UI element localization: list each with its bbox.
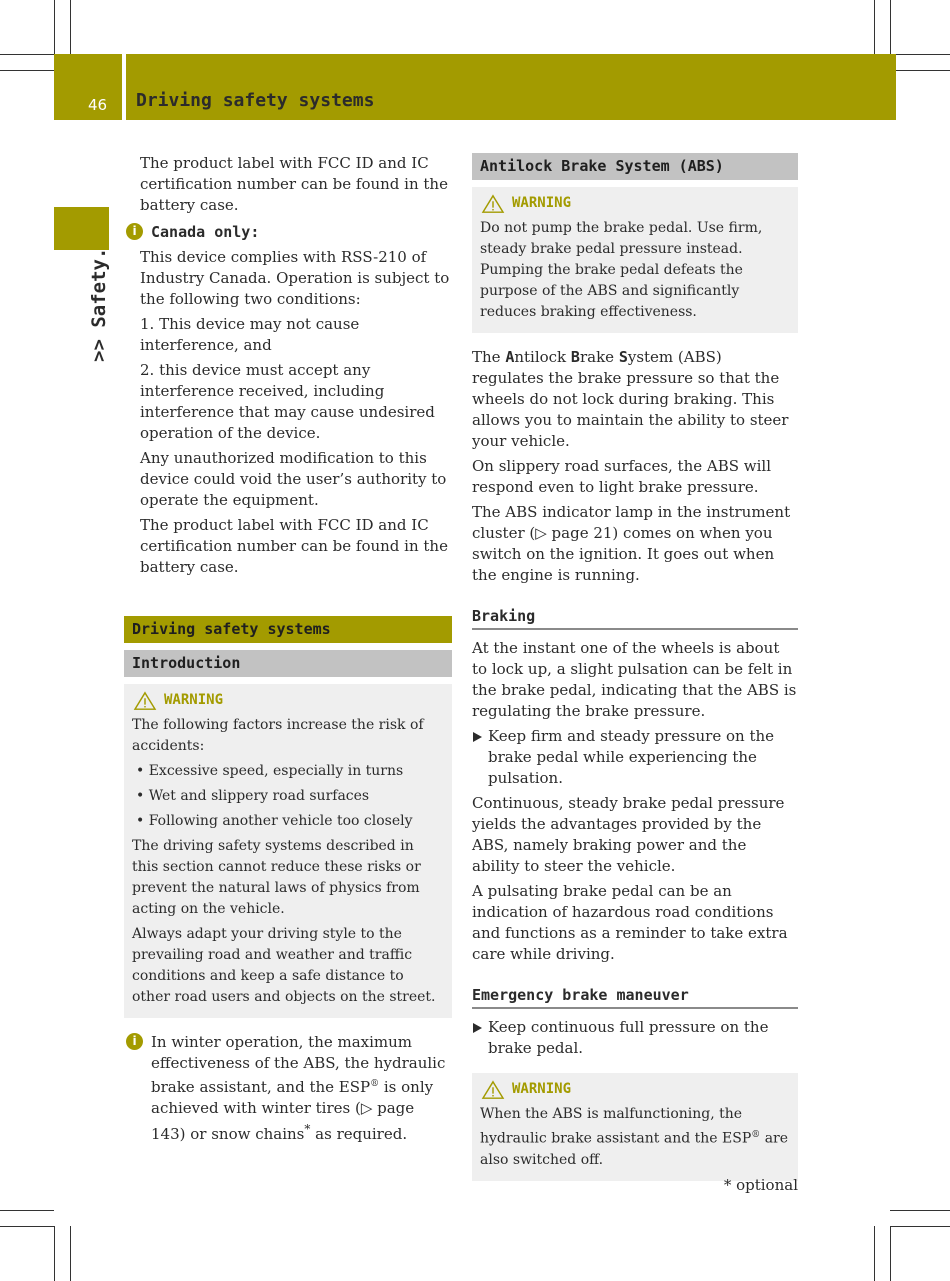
warning-header <box>480 1079 790 1100</box>
warning-label: WARNING <box>164 692 224 708</box>
warning-text <box>480 1104 790 1171</box>
modification-text: Any unauthorized modification to this device could void the user’s authority to operate the equipment. <box>140 449 447 509</box>
list-item: • Excessive speed, especially in turns <box>136 763 404 779</box>
winter-note-text-a: In winter operation, the maximum effectiveness of the ABS, the hydraulic brake assistant, and the ESP <box>151 1033 446 1096</box>
abs-letter-s: S <box>618 348 628 366</box>
emergency-heading: Emergency brake maneuver <box>472 985 798 1009</box>
warning-box <box>124 684 452 1018</box>
braking-heading: Braking <box>472 606 798 630</box>
crop-mark <box>70 0 71 54</box>
crop-mark <box>54 1226 55 1281</box>
winter-note-text-c: as required. <box>310 1125 408 1143</box>
crop-mark <box>890 54 950 55</box>
winter-note <box>124 1032 452 1145</box>
page-number: 46 <box>88 96 108 114</box>
crop-mark <box>890 1226 950 1227</box>
abs-letter-a: A <box>505 348 515 366</box>
warning-header <box>480 193 790 214</box>
warning-intro: The following factors increase the risk of accidents: <box>132 717 424 754</box>
warning-text-a: When the ABS is malfunctioning, the hydraulic brake assistant and the ESP <box>480 1106 752 1147</box>
crop-mark <box>54 0 55 54</box>
abs-section-title: Antilock Brake System (ABS) <box>472 153 798 180</box>
abs-intro-word: ntilock <box>514 348 571 366</box>
crop-mark <box>890 70 950 71</box>
crop-mark <box>0 70 54 71</box>
abs-letter-b: B <box>570 348 580 366</box>
registered-mark: ® <box>751 1130 761 1140</box>
slippery-text: On slippery road surfaces, the ABS will respond even to light brake pressure. <box>472 457 772 496</box>
optional-star: * <box>304 1122 311 1136</box>
crop-mark <box>890 1226 891 1281</box>
emergency-step <box>472 1017 798 1059</box>
winter-note-text-b: is only achieved with winter tires (▷ page 143) or snow chains <box>151 1078 434 1143</box>
fcc-label-text: The product label with FCC ID and IC certification number can be found in the battery case. <box>140 154 448 214</box>
warning-box <box>472 1073 798 1181</box>
abs-intro <box>472 347 798 452</box>
warning-text: Do not pump the brake pedal. Use firm, steady brake pedal pressure instead. Pumping the brake pedal defeats the purpose of the ABS and significantly reduces braking effectiveness. <box>480 220 763 320</box>
optional-note: * optional <box>723 1176 798 1194</box>
arrow-right-icon <box>473 1023 482 1033</box>
crop-mark <box>890 1210 950 1211</box>
warning-box <box>472 187 798 333</box>
section-title: Driving safety systems <box>124 616 452 643</box>
braking-text: At the instant one of the wheels is about to lock up, a slight pulsation can be felt in the brake pedal, indicating that the ABS is regulating the brake pressure. <box>472 639 797 720</box>
warning-text-b: are also switched off. <box>480 1130 789 1168</box>
crop-mark <box>0 54 54 55</box>
list-item: • Following another vehicle too closely <box>136 813 413 829</box>
warning-header <box>132 690 444 711</box>
warning-text: Always adapt your driving style to the prevailing road and weather and traffic conditions and keep a safe distance to other road users and objects on the street. <box>132 926 436 1005</box>
info-icon: i <box>126 223 143 240</box>
info-icon: i <box>126 1033 143 1050</box>
braking-step <box>472 726 798 789</box>
indicator-lamp-text: The ABS indicator lamp in the instrument cluster (▷ page 21) comes on when you switch on the ignition. It goes out when the engine is running. <box>472 503 791 584</box>
rss-text: This device complies with RSS-210 of Industry Canada. Operation is subject to the following two conditions: <box>140 248 450 308</box>
left-column <box>124 153 452 1149</box>
condition-1: 1. This device may not cause interference, and <box>140 315 360 354</box>
crop-mark <box>874 1226 875 1281</box>
list-item: • Wet and slippery road surfaces <box>136 788 370 804</box>
crop-mark <box>0 1226 54 1227</box>
warning-label: WARNING <box>512 1081 572 1097</box>
subsection-title: Introduction <box>124 650 452 677</box>
arrow-right-icon <box>473 732 482 742</box>
crop-mark <box>890 0 891 54</box>
abs-intro-pre: The <box>472 348 506 366</box>
fcc-label-text-2: The product label with FCC ID and IC certification number can be found in the battery case. <box>140 516 448 576</box>
braking-step-text: Keep firm and steady pressure on the brake pedal while experiencing the pulsation. <box>488 727 775 787</box>
warning-triangle-icon <box>480 1080 506 1100</box>
abs-intro-rest: ystem (ABS) regulates the brake pressure so that the wheels do not lock during braking. This allows you to maintain the ability to steer your vehicle. <box>472 348 789 450</box>
braking-text: Continuous, steady brake pedal pressure yields the advantages provided by the ABS, namely braking power and the ability to steer the vehicle. <box>472 794 785 875</box>
warning-label: WARNING <box>512 195 572 211</box>
warning-triangle-icon <box>480 194 506 214</box>
registered-mark: ® <box>370 1079 380 1089</box>
crop-mark <box>874 0 875 54</box>
condition-2: 2. this device must accept any interference received, including interference that may cause undesired operation of the device. <box>140 361 435 442</box>
warning-triangle-icon <box>132 691 158 711</box>
right-column <box>472 153 798 1181</box>
side-section-label: >> Safety. <box>88 247 110 362</box>
canada-note <box>124 222 452 243</box>
braking-text: A pulsating brake pedal can be an indication of hazardous road conditions and functions as a reminder to take extra care while driving. <box>472 882 788 963</box>
warning-text: The driving safety systems described in this section cannot reduce these risks or prevent the natural laws of physics from acting on the vehicle. <box>132 838 421 917</box>
canada-label: Canada only: <box>151 223 260 241</box>
chapter-title: Driving safety systems <box>136 90 375 111</box>
crop-mark <box>0 1210 54 1211</box>
crop-mark <box>70 1226 71 1281</box>
emergency-step-text: Keep continuous full pressure on the brake pedal. <box>488 1018 769 1057</box>
abs-intro-word: rake <box>579 348 619 366</box>
header-divider <box>122 54 126 120</box>
